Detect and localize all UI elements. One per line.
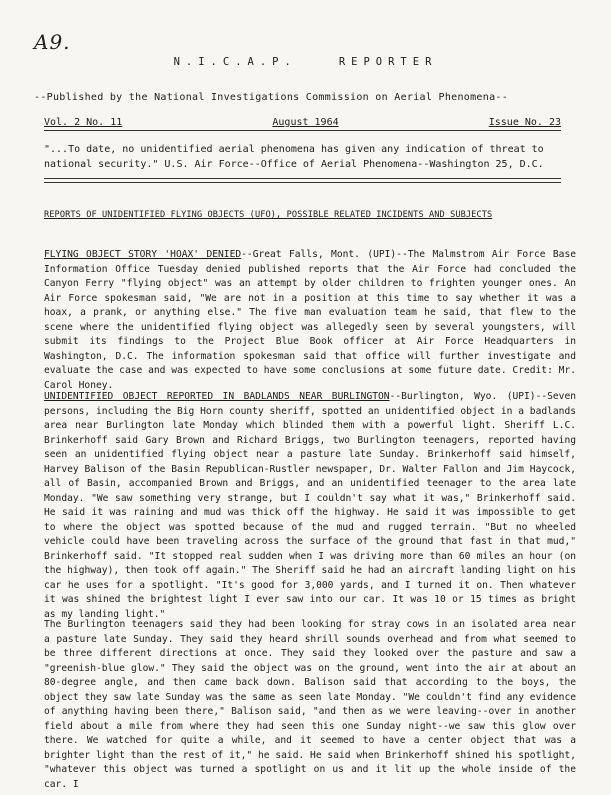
handwritten-page-mark: A9.	[34, 30, 71, 54]
masthead-acronym: N.I.C.A.P.	[173, 56, 297, 68]
story-body: The Burlington teenagers said they had been looking for stray cows in an isolated area near a pasture late Sunday. They said they heard shrill sounds overhead and from what seemed to be three different directions at once. They said they looked over the pasture and saw a "greenish-blue glow." They said the object was on the ground, went into the air at about an 80-degree angle, and then came back down. Balison said that according to the boys, the object they saw late Sunday was the same as seen late Monday. "We couldn't find any evidence of anything having been there," Balison said, "and then as we were leaving--over in another field about a mile from where they had seen this one Sunday night--we saw this glow over there. We watched for quite a while, and it seemed to have a center object that was a brighter light than the rest of it," he said. He said when Brinkerhoff shined his spotlight, "whatever this object was turned a spotlight on us and it lit up the whole inside of the car. I	[44, 619, 576, 790]
story-headline: FLYING OBJECT STORY 'HOAX' DENIED	[44, 249, 242, 260]
issue-date: August 1964	[272, 117, 339, 128]
divider	[44, 178, 561, 179]
story-paragraph	[44, 248, 576, 393]
masthead-title: REPORTER	[338, 56, 438, 68]
issue-line	[44, 117, 561, 131]
story-body: --Great Falls, Mont. (UPI)--The Malmstrom Air Force Base Information Office Tuesday denied published reports that the Air Force had concluded the Canyon Ferry "flying object" was an attempt by older children to frighten younger ones. An Air Force spokesman said, "We are not in a position at this time to say whether it was a hoax, a prank, or anything else." The five man evaluation team he said, that flew to the scene where the unidentified flying object was allegedly seen by several youngsters, will submit its findings to the Project Blue Book officer at Air Force Headquarters in Washington, D.C. The information spokesman said that office will further investigate and evaluate the case and was expected to have some conclusions at some future date. Credit: Mr. Carol Honey.	[44, 249, 577, 391]
story-paragraph	[44, 618, 576, 792]
epigraph-quote: "...To date, no unidentified aerial phenomena has given any indication of threat to national security." U.S. Air Force--Office of Aerial Phenomena--Washington 25, D.C.	[44, 144, 544, 170]
story-body: --Burlington, Wyo. (UPI)--Seven persons, including the Big Horn county sheriff, spotted an unidentified object in a badlands area near Burlington late Monday which blinded them with a powerful light. Sheriff L.C. Brinkerhoff said Gary Brown and Richard Briggs, two Burlington teenagers, reported having seen an unidentified flying object near a pasture late Sunday. Brinkerhoff said himself, Harvey Balison of the Basin Republican-Rustler newspaper, Dr. Walter Fallon and Jim Haycock, all of Basin, accompanied Brown and Briggs, and an unidentified teenager to the area late Monday. "We saw something very strange, but I couldn't say what it was," Brinkerhoff said. He said it was raining and mud was thick off the highway. He said it was impossible to get to where the object was spotted because of the mud and rugged terrain. "But no wheeled vehicle could have been traveling across the surface of the ground that fast in that mud," Brinkerhoff said. "It stopped real sudden when I was driving more than 60 miles an hour (on the highway), then took off again." The Sheriff said he had an aircraft landing light on his car he uses for a spotlight. "It's good for 3,000 yards, and I turned it on. Then whatever it was shined the brightest light I ever saw into our car. It was 10 or 15 times as bright as my landing light."	[44, 391, 577, 620]
publisher-line: --Published by the National Investigations Commission on Aerial Phenomena--	[34, 92, 509, 103]
story-headline: UNIDENTIFIED OBJECT REPORTED IN BADLANDS NEAR BURLINGTON	[44, 391, 390, 402]
story-paragraph	[44, 390, 576, 622]
masthead	[0, 56, 611, 68]
section-heading: REPORTS OF UNIDENTIFIED FLYING OBJECTS (UFO), POSSIBLE RELATED INCIDENTS AND SUBJECTS	[44, 210, 493, 220]
issue-number: Issue No. 23	[488, 117, 561, 128]
volume-number: Vol. 2 No. 11	[44, 117, 123, 128]
divider	[44, 182, 561, 183]
